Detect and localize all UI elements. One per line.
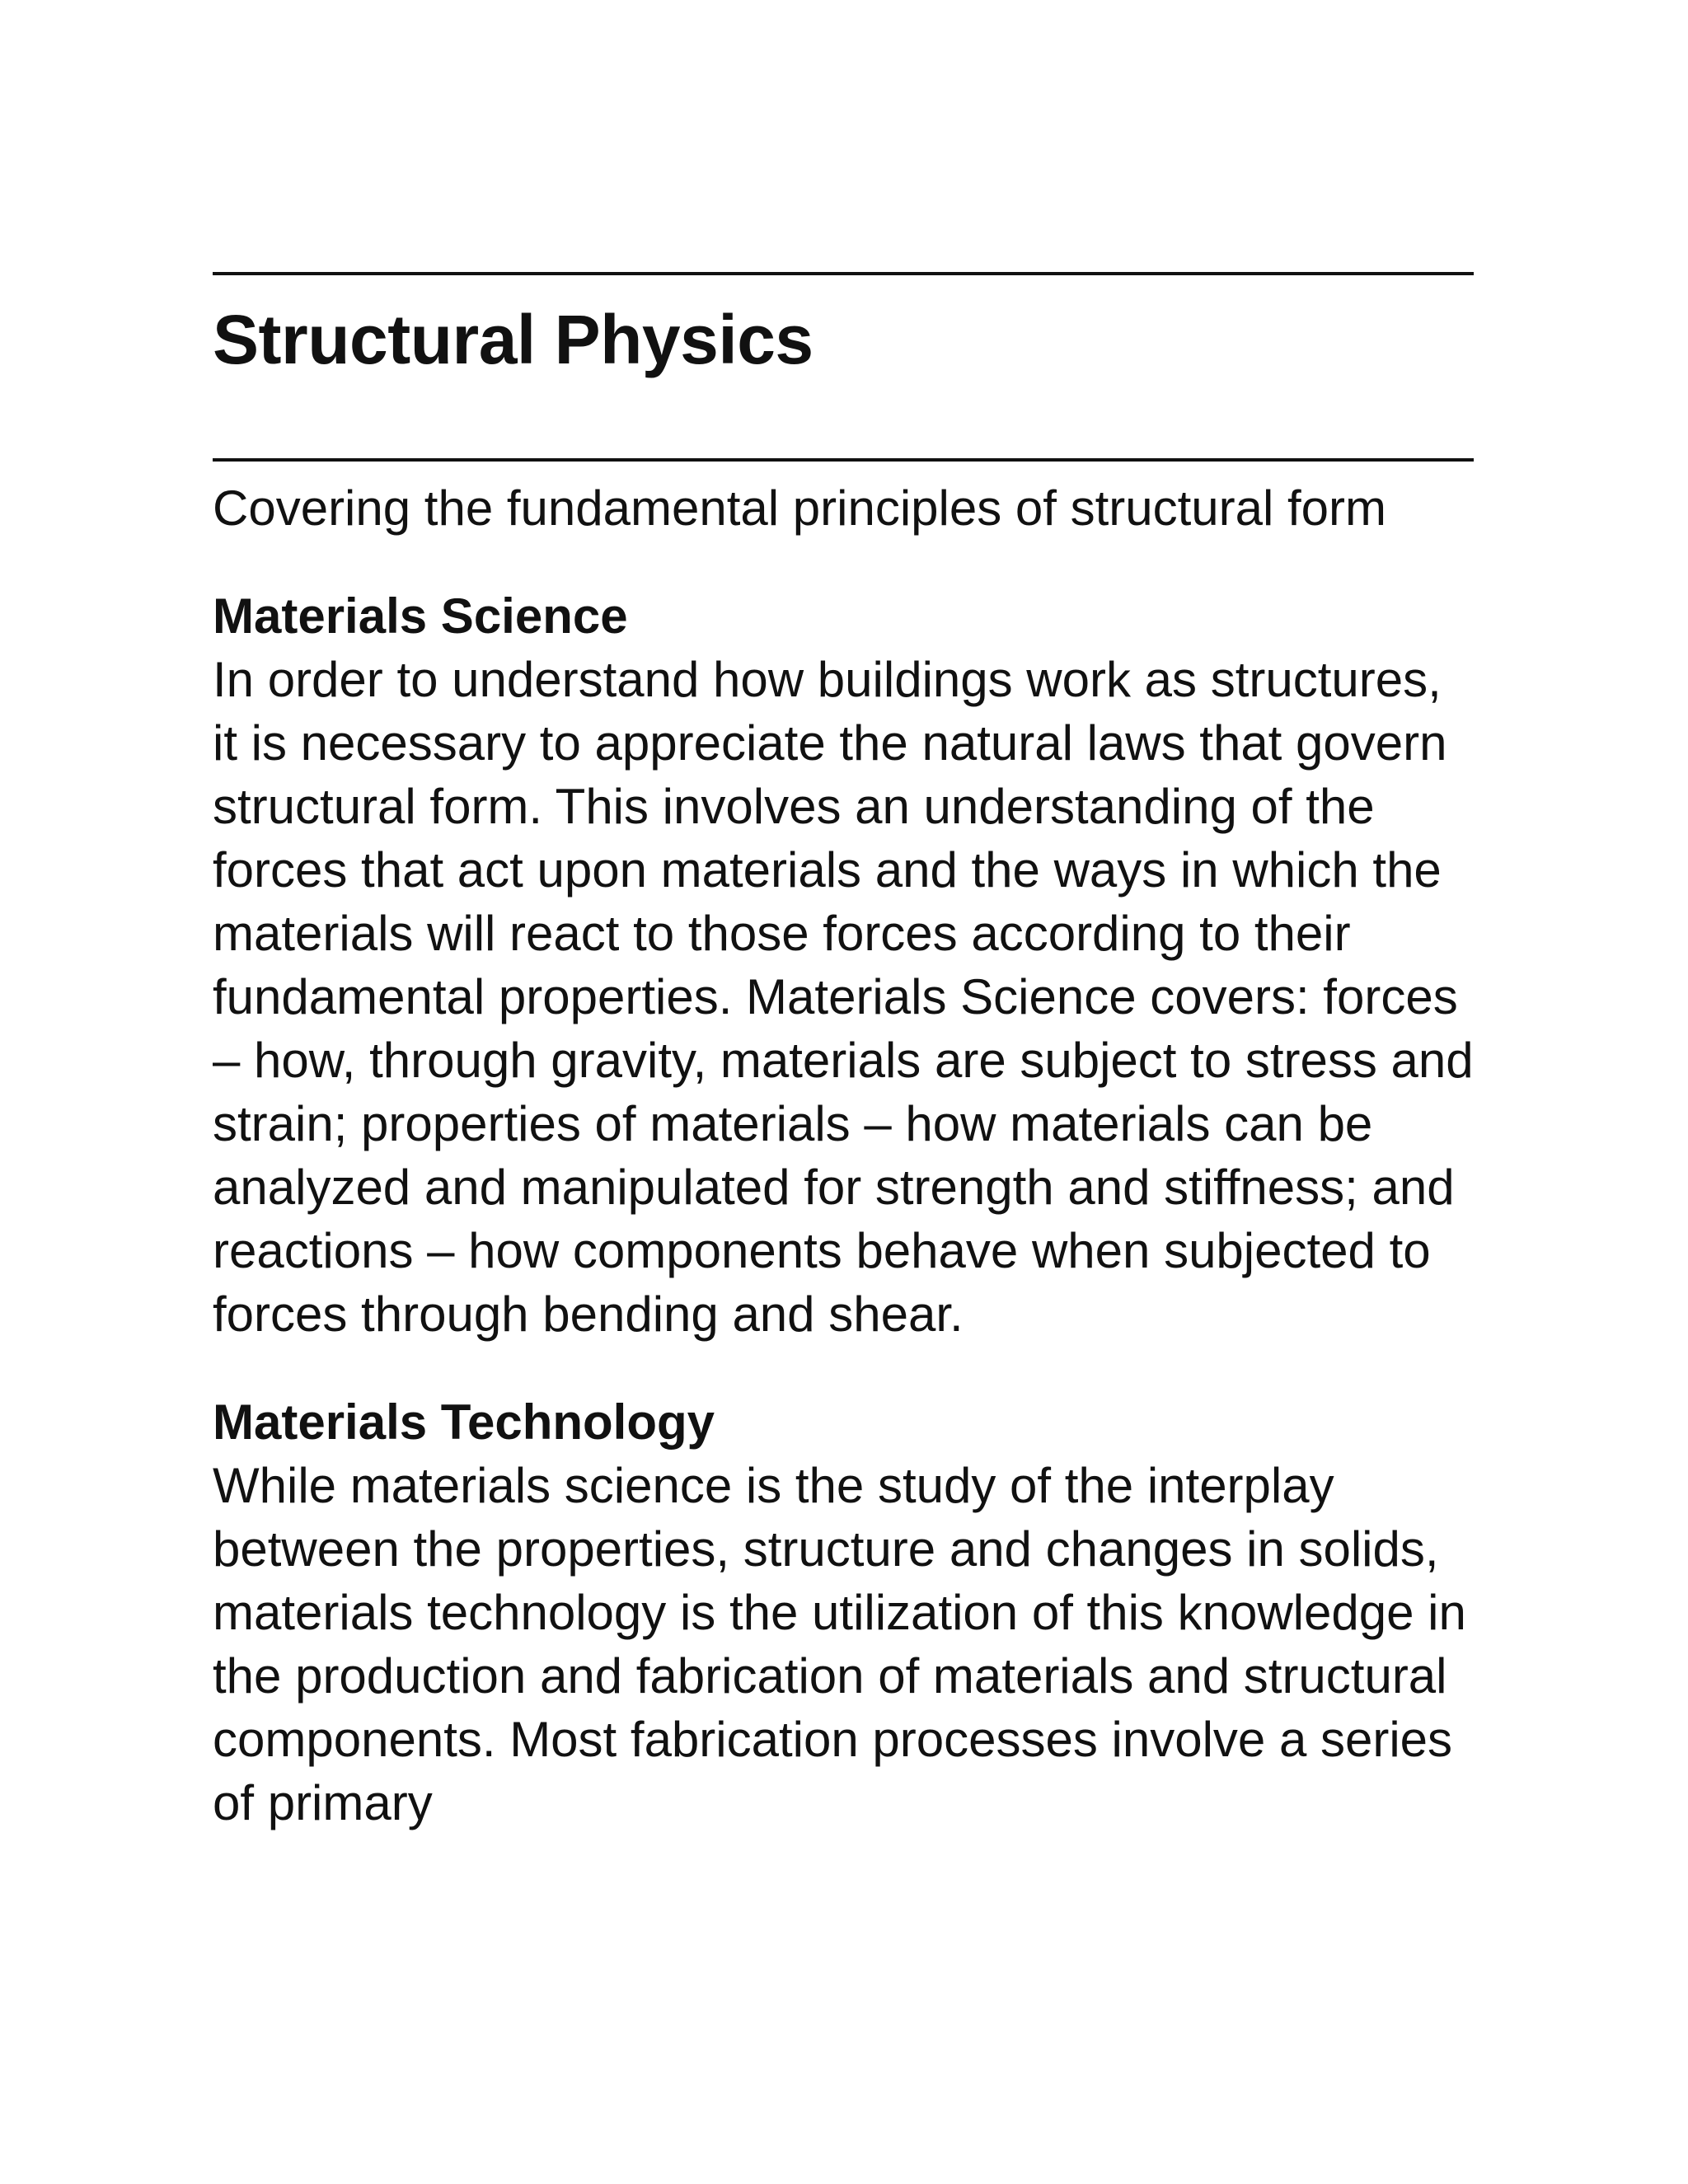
top-rule: [213, 272, 1474, 275]
section-heading-materials-technology: Materials Technology: [213, 1394, 715, 1450]
page-subtitle: Covering the fundamental principles of structural form: [213, 480, 1387, 536]
section-body-materials-science: In order to understand how buildings work as structures, it is necessary to appreciate the natural laws that govern structural form. This involves an understanding of the forces that act upon materials and the ways in which the materials will react to those forces according to their fundamental properties. Materials Science covers: forces – how, through gravity, materials are subject to stress and strain; properties of materials – how materials can be analyzed and manipulated for strength and stiffness; and reactions – how components behave when subjected to forces through bending and shear.: [213, 652, 1474, 1342]
title-rule: [213, 458, 1474, 462]
section-body-materials-technology: While materials science is the study of the interplay between the properties, structure and changes in solids, materials technology is the utilization of this knowledge in the production and fabrication of materials and structural components. Most fabrication processes involve a series of primary: [213, 1458, 1466, 1830]
section-heading-materials-science: Materials Science: [213, 588, 628, 644]
document-page: [213, 272, 1474, 1835]
page-title: Structural Physics: [213, 301, 814, 378]
